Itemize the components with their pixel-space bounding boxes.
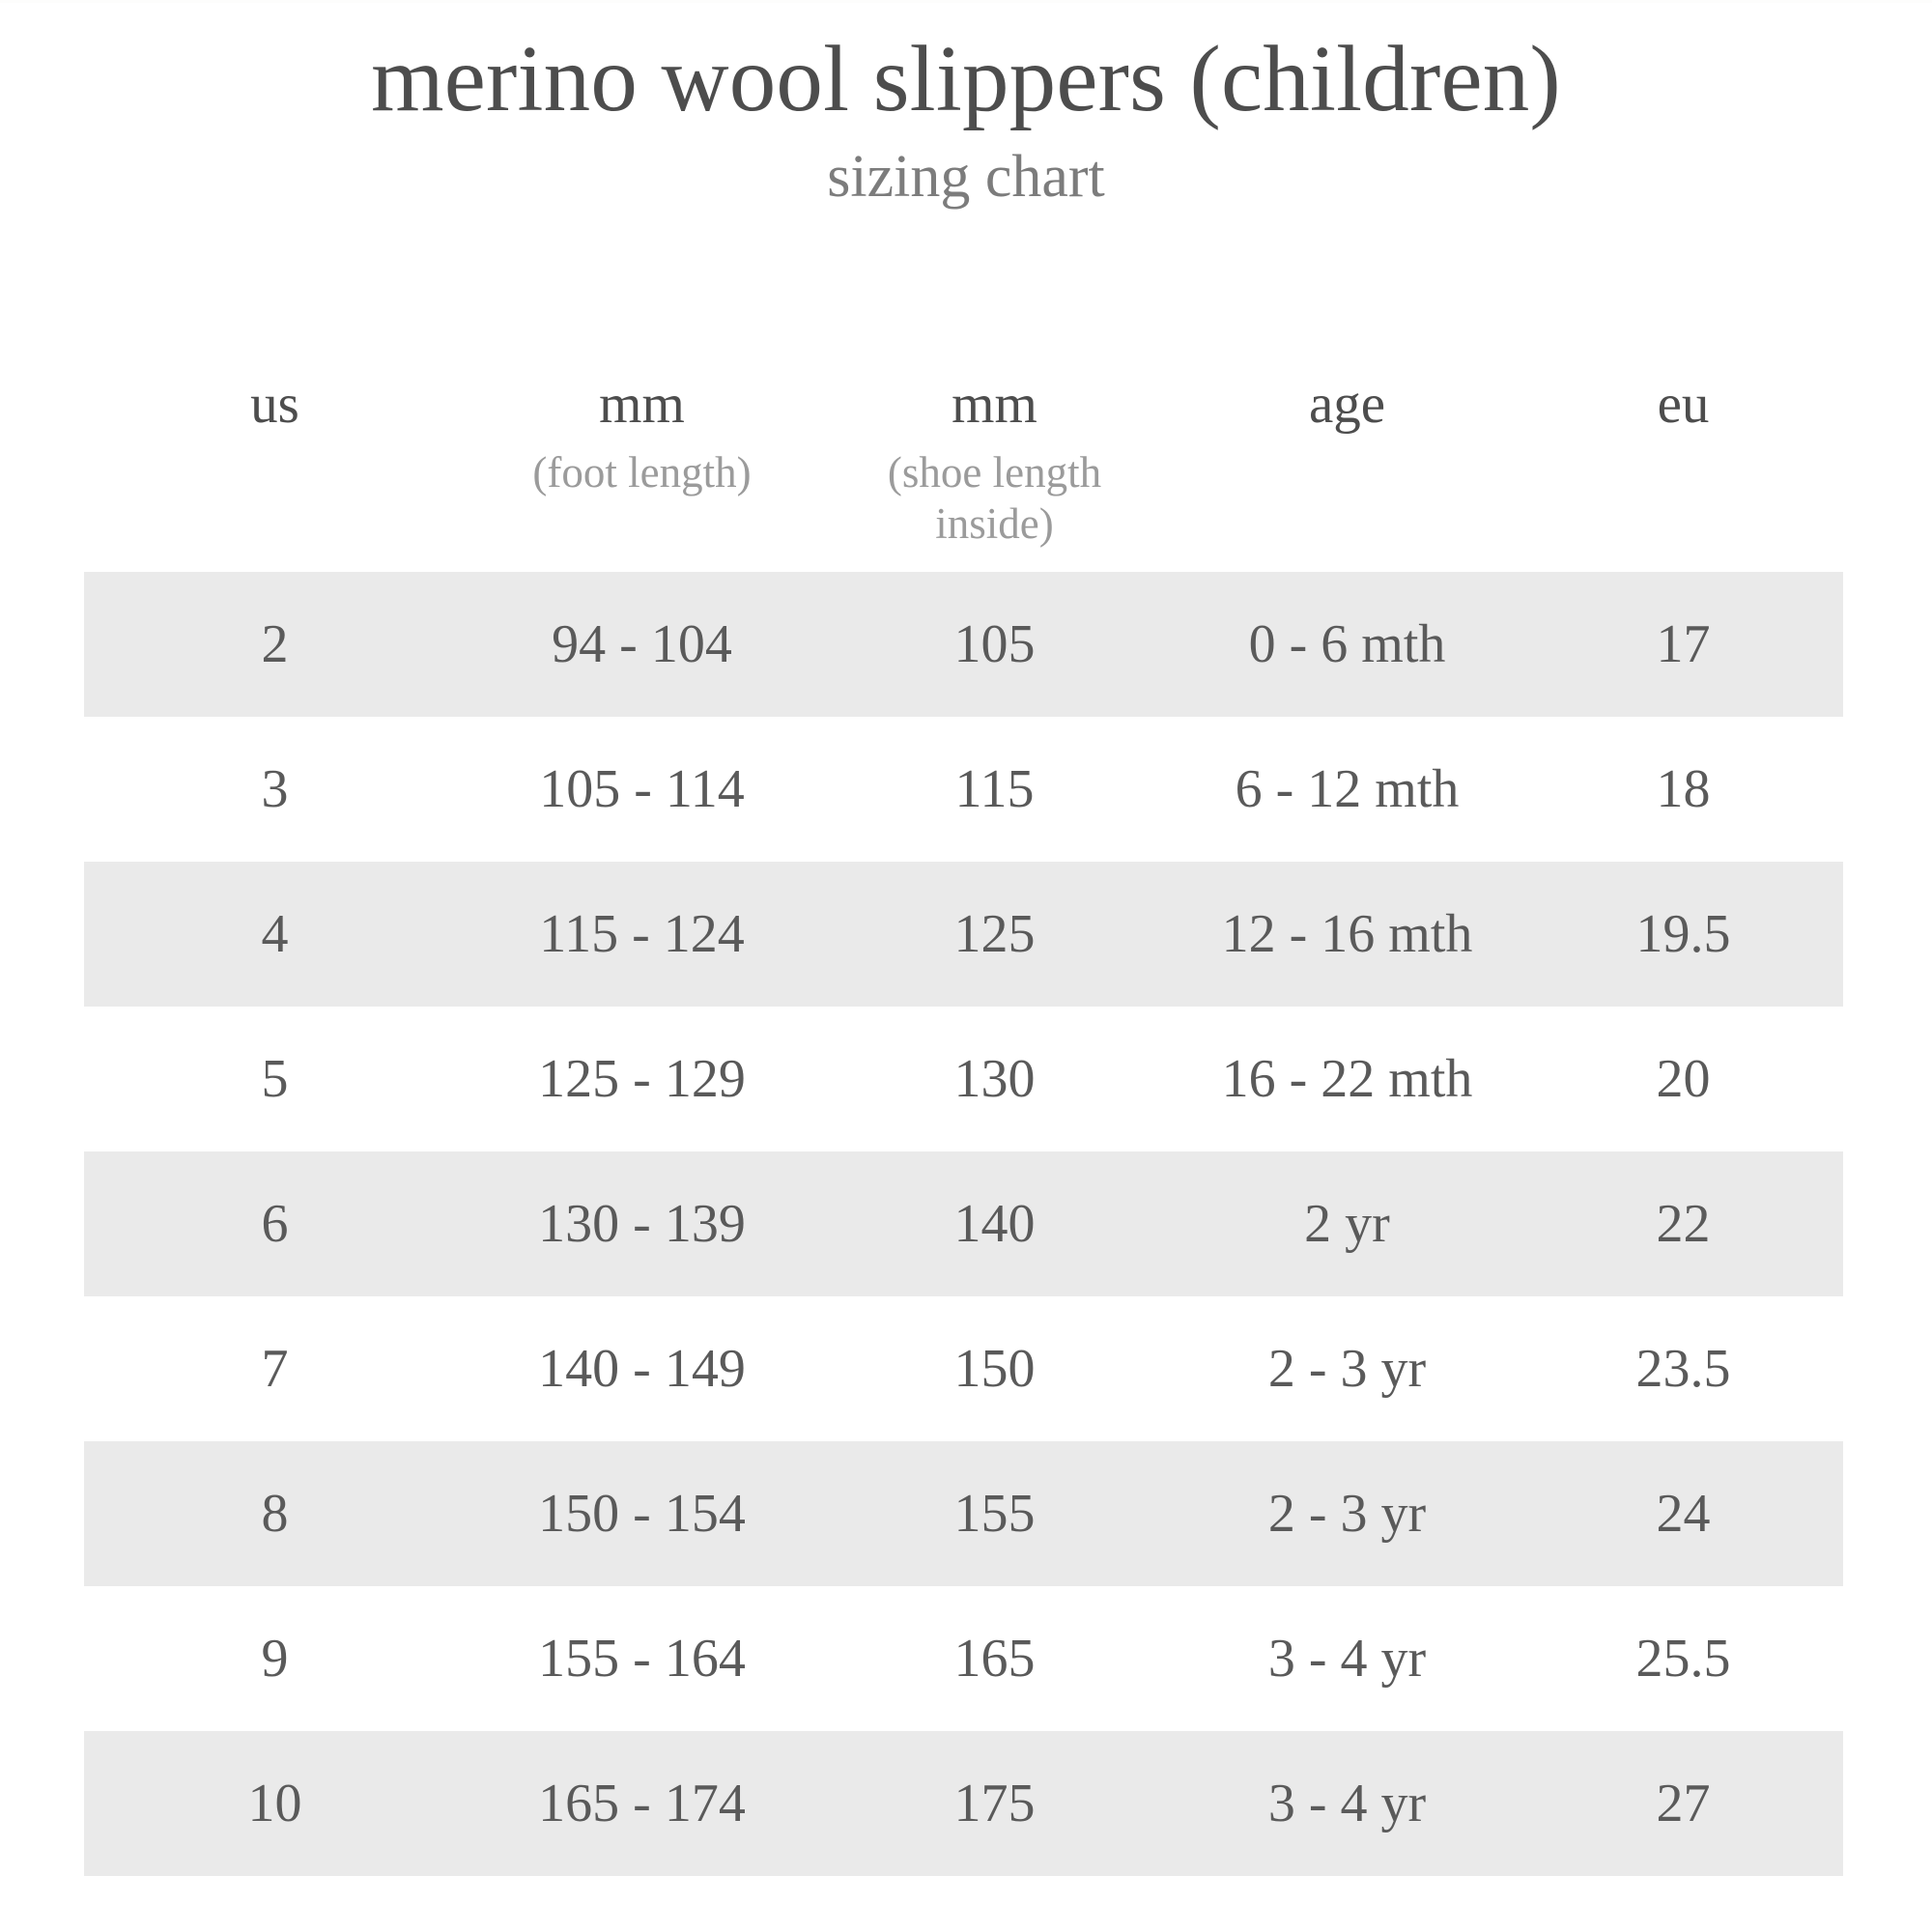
cell-value: 10 xyxy=(247,1774,302,1833)
table-row xyxy=(84,1151,1843,1296)
table-cell-mm_shoe xyxy=(818,1194,1171,1254)
table-cell-mm_foot xyxy=(466,1339,818,1399)
cell-value: 5 xyxy=(261,1049,289,1109)
column-header-label: mm xyxy=(952,374,1037,435)
table-cell-us xyxy=(84,1629,466,1689)
cell-value: 18 xyxy=(1656,759,1711,819)
table-cell-mm_shoe xyxy=(818,1049,1171,1109)
table-cell-age xyxy=(1171,904,1523,964)
cell-value: 105 - 114 xyxy=(539,759,745,819)
cell-value: 20 xyxy=(1656,1049,1711,1109)
table-cell-eu xyxy=(1523,1629,1843,1689)
column-header-label: age xyxy=(1308,374,1386,435)
table-cell-eu xyxy=(1523,1776,1843,1831)
cell-value: 6 xyxy=(261,1194,289,1254)
table-cell-us xyxy=(84,1339,466,1399)
cell-value: 165 - 174 xyxy=(538,1774,746,1833)
table-row xyxy=(84,1296,1843,1441)
table-cell-mm_foot xyxy=(466,1484,818,1544)
table-cell-mm_shoe xyxy=(818,614,1171,674)
cell-value: 115 xyxy=(954,759,1035,819)
cell-value: 94 - 104 xyxy=(552,614,732,674)
cell-value: 27 xyxy=(1656,1774,1711,1833)
sizing-table xyxy=(84,367,1843,1876)
table-cell-age xyxy=(1171,1049,1523,1109)
cell-value: 130 - 139 xyxy=(538,1194,746,1254)
cell-value: 150 - 154 xyxy=(538,1484,746,1544)
cell-value: 2 yr xyxy=(1304,1194,1390,1254)
table-cell-mm_shoe xyxy=(818,1629,1171,1689)
table-cell-eu xyxy=(1523,759,1843,819)
cell-value: 2 xyxy=(261,614,289,674)
cell-value: 125 - 129 xyxy=(538,1049,746,1109)
table-cell-mm_shoe xyxy=(818,759,1171,819)
cell-value: 16 - 22 mth xyxy=(1221,1049,1473,1109)
cell-value: 0 - 6 mth xyxy=(1248,614,1446,674)
table-cell-mm_shoe xyxy=(818,1776,1171,1831)
table-cell-mm_foot xyxy=(466,904,818,964)
column-header-sublabel: (shoe length inside) xyxy=(887,448,1102,549)
column-header-eu xyxy=(1523,367,1843,435)
cell-value: 140 - 149 xyxy=(538,1339,746,1399)
cell-value: 3 - 4 yr xyxy=(1267,1774,1427,1833)
table-body xyxy=(84,572,1843,1876)
column-header-mm_shoe xyxy=(818,367,1171,550)
cell-value: 23.5 xyxy=(1635,1339,1731,1399)
table-cell-us xyxy=(84,759,466,819)
cell-value: 19.5 xyxy=(1635,904,1731,964)
table-cell-age xyxy=(1171,1339,1523,1399)
cell-value: 125 xyxy=(953,904,1036,964)
table-row xyxy=(84,1441,1843,1586)
table-row xyxy=(84,717,1843,862)
table-cell-us xyxy=(84,1484,466,1544)
cell-value: 12 - 16 mth xyxy=(1221,904,1473,964)
table-cell-mm_foot xyxy=(466,759,818,819)
column-header-label: eu xyxy=(1657,374,1710,435)
cell-value: 140 xyxy=(953,1194,1036,1254)
cell-value: 7 xyxy=(261,1339,289,1399)
table-cell-mm_shoe xyxy=(818,1339,1171,1399)
table-cell-eu xyxy=(1523,904,1843,964)
column-header-us xyxy=(84,367,466,435)
table-cell-age xyxy=(1171,1484,1523,1544)
column-header-mm_foot xyxy=(466,367,818,498)
cell-value: 2 - 3 yr xyxy=(1267,1484,1427,1544)
table-cell-us xyxy=(84,1194,466,1254)
cell-value: 3 xyxy=(261,759,289,819)
table-cell-mm_foot xyxy=(466,1049,818,1109)
table-cell-eu xyxy=(1523,1194,1843,1254)
page-title: merino wool slippers (children) xyxy=(371,27,1561,130)
table-cell-mm_foot xyxy=(466,1776,818,1831)
cell-value: 24 xyxy=(1656,1484,1711,1544)
page-subtitle: sizing chart xyxy=(827,143,1105,210)
table-cell-age xyxy=(1171,1629,1523,1689)
cell-value: 22 xyxy=(1656,1194,1711,1254)
cell-value: 4 xyxy=(261,904,289,964)
table-header-row xyxy=(84,367,1843,572)
table-cell-mm_foot xyxy=(466,1629,818,1689)
cell-value: 155 xyxy=(953,1484,1036,1544)
cell-value: 2 - 3 yr xyxy=(1267,1339,1427,1399)
table-cell-us xyxy=(84,1049,466,1109)
table-cell-age xyxy=(1171,1194,1523,1254)
table-cell-us xyxy=(84,1776,466,1831)
column-header-age xyxy=(1171,367,1523,435)
cell-value: 8 xyxy=(261,1484,289,1544)
table-row xyxy=(84,1586,1843,1731)
table-cell-age xyxy=(1171,614,1523,674)
table-cell-eu xyxy=(1523,1339,1843,1399)
table-cell-age xyxy=(1171,759,1523,819)
table-cell-us xyxy=(84,614,466,674)
column-header-sublabel: (foot length) xyxy=(532,448,752,497)
cell-value: 175 xyxy=(953,1774,1036,1833)
cell-value: 105 xyxy=(953,614,1036,674)
table-row xyxy=(84,572,1843,717)
cell-value: 17 xyxy=(1656,614,1711,674)
table-cell-mm_shoe xyxy=(818,1484,1171,1544)
cell-value: 165 xyxy=(953,1629,1036,1689)
cell-value: 9 xyxy=(261,1629,289,1689)
chart-header xyxy=(0,0,1932,210)
cell-value: 150 xyxy=(953,1339,1036,1399)
table-cell-us xyxy=(84,904,466,964)
cell-value: 155 - 164 xyxy=(538,1629,746,1689)
cell-value: 130 xyxy=(953,1049,1036,1109)
table-cell-eu xyxy=(1523,1484,1843,1544)
cell-value: 25.5 xyxy=(1635,1629,1731,1689)
table-row xyxy=(84,1007,1843,1151)
table-row xyxy=(84,862,1843,1007)
cell-value: 3 - 4 yr xyxy=(1267,1629,1427,1689)
table-cell-mm_foot xyxy=(466,1194,818,1254)
table-cell-age xyxy=(1171,1776,1523,1831)
table-cell-eu xyxy=(1523,1049,1843,1109)
cell-value: 115 - 124 xyxy=(539,904,745,964)
column-header-label: us xyxy=(250,374,299,435)
table-row xyxy=(84,1731,1843,1876)
column-header-label: mm xyxy=(599,374,685,435)
table-cell-mm_foot xyxy=(466,614,818,674)
table-cell-mm_shoe xyxy=(818,904,1171,964)
cell-value: 6 - 12 mth xyxy=(1235,759,1460,819)
table-cell-eu xyxy=(1523,614,1843,674)
